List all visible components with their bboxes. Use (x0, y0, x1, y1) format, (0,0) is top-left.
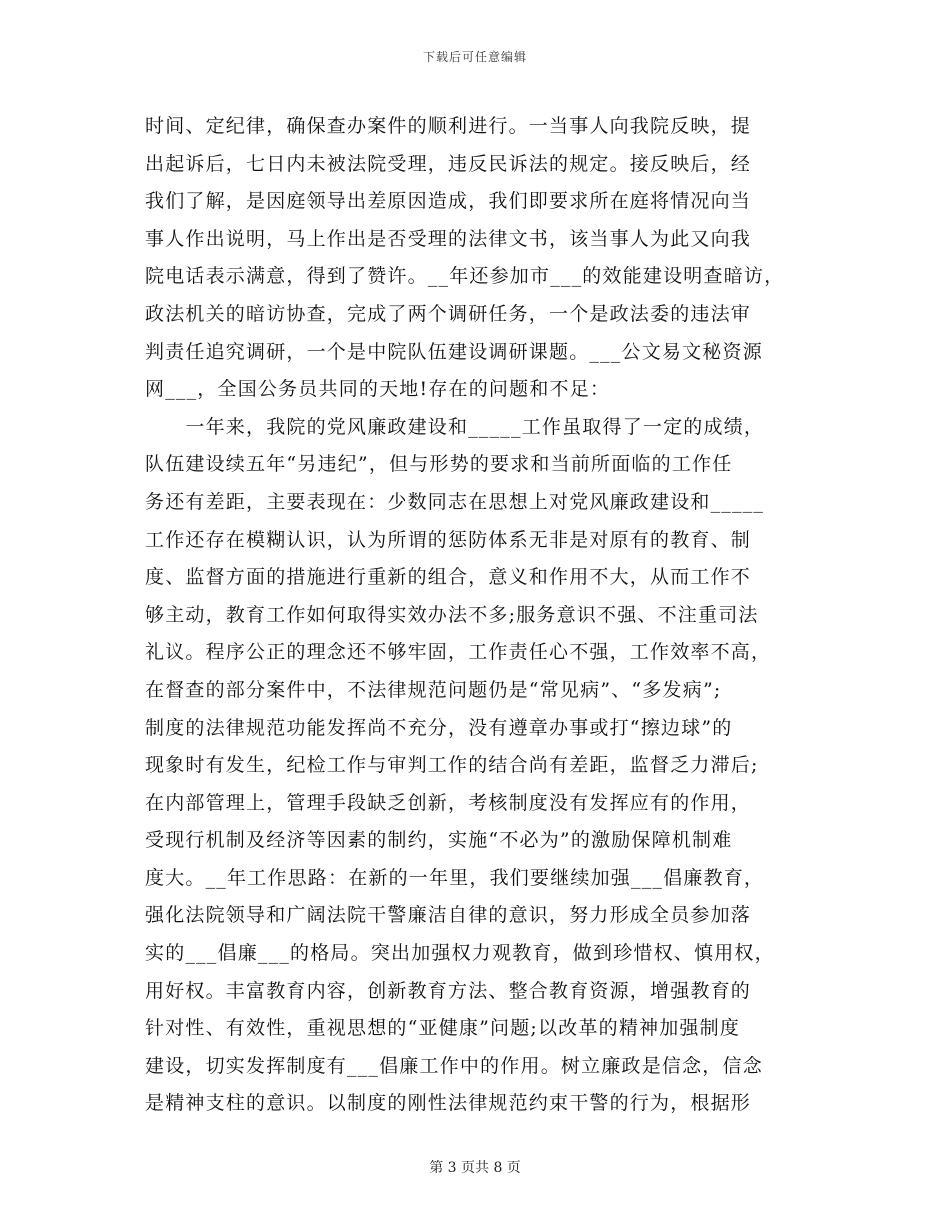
text-line: 受现行机制及经济等因素的制约，实施“不必为”的激励保障机制难 (145, 829, 733, 852)
text-line: 在督查的部分案件中，不法律规范问题仍是“常见病”、“多发病”; (145, 678, 722, 701)
text-line: 在内部管理上，管理手段缺乏创新，考核制度没有发挥应有的作用， (145, 791, 752, 814)
text-line: 工作还存在模糊认识，认为所谓的惩防体系无非是对原有的教育、制 (145, 528, 752, 551)
text-line: 礼议。程序公正的理念还不够牢固，工作责任心不强，工作效率不高， (145, 641, 772, 664)
text-line: 够主动，教育工作如何取得实效办法不多;服务意识不强、不注重司法 (145, 603, 759, 626)
text-line: 出起诉后，七日内未被法院受理，违反民诉法的规定。接反映后，经 (145, 152, 752, 175)
document-body (145, 108, 815, 1123)
text-line: 务还有差距，主要表现在：少数同志在思想上对党风廉政建设和_____ (145, 490, 765, 513)
text-line: 是精神支柱的意识。以制度的刚性法律规范约束干警的行为，根据形 (145, 1092, 752, 1115)
text-line: 判责任追究调研，一个是中院队伍建设调研课题。___公文易文秘资源 (145, 340, 763, 363)
page-header: 下载后可任意编辑 (422, 50, 527, 64)
text-line: 事人作出说明，马上作出是否受理的法律文书，该当事人为此又向我 (145, 227, 752, 250)
text-line: 网___，全国公务员共同的天地!存在的问题和不足： (145, 378, 611, 401)
text-line: 时间、定纪律，确保查办案件的顺利进行。一当事人向我院反映，提 (145, 115, 752, 137)
text-line: 针对性、有效性，重视思想的“亚健康”问题;以改革的精神加强制度 (145, 1017, 741, 1040)
text-line: 用好权。丰富教育内容，创新教育方法、整合教育资源，增强教育的 (145, 979, 752, 1002)
text-line: 实的___倡廉___的格局。突出加强权力观教育，做到珍惜权、慎用权， (145, 942, 775, 965)
text-line: 队伍建设续五年“另违纪”，但与形势的要求和当前所面临的工作任 (145, 453, 733, 476)
text-line: 制度的法律规范功能发挥尚不充分，没有遵章办事或打“擦边球”的 (145, 716, 733, 739)
text-line: 现象时有发生，纪检工作与审判工作的结合尚有差距，监督乏力滞后; (145, 754, 759, 777)
text-line: 院电话表示满意，得到了赞许。__年还参加市___的效能建设明查暗访， (145, 265, 785, 288)
text-line: 政法机关的暗访协查，完成了两个调研任务，一个是政法委的违法审 (145, 302, 752, 325)
text-line: 度、监督方面的措施进行重新的组合，意义和作用不大，从而工作不 (145, 566, 752, 589)
text-line: 强化法院领导和广阔法院干警廉洁自律的意识，努力形成全员参加落 (145, 904, 752, 927)
text-line: 建设，切实发挥制度有___倡廉工作中的作用。树立廉政是信念，信念 (145, 1054, 763, 1077)
text-line: 度大。__年工作思路：在新的一年里，我们要继续加强___倡廉教育， (145, 866, 765, 889)
text-line: 一年来，我院的党风廉政建设和_____工作虽取得了一定的成绩， (145, 415, 765, 438)
page-number-footer: 第 3 页共 8 页 (429, 1160, 521, 1176)
text-line: 我们了解，是因庭领导出差原因造成，我们即要求所在庭将情况向当 (145, 190, 752, 213)
